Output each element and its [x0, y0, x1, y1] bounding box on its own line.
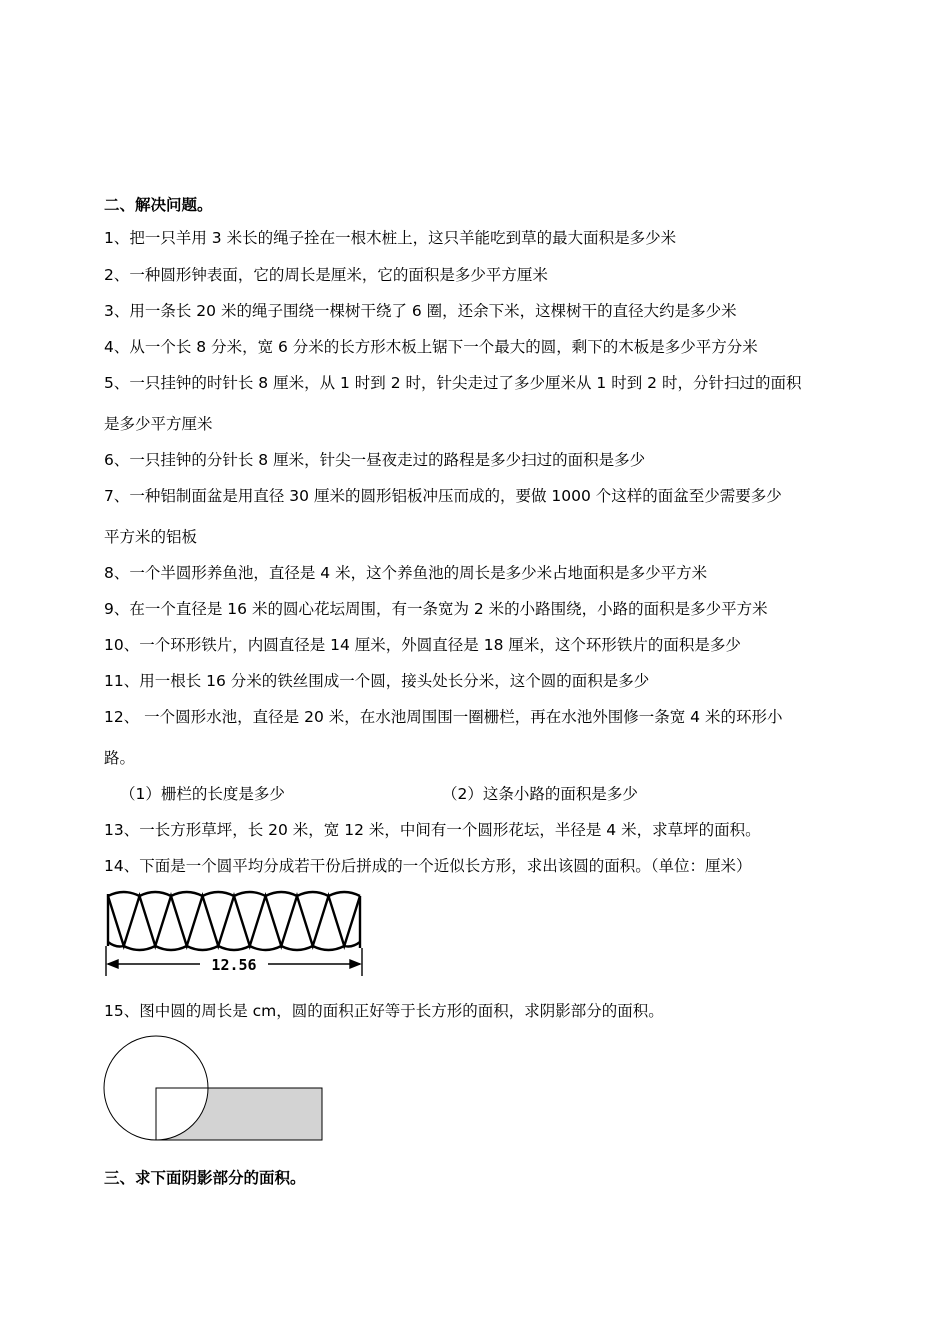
problem-3: 3、用一条长 20 米的绳子围绕一棵树干绕了 6 圈，还余下米，这棵树干的直径大约是多少米: [104, 302, 737, 320]
figure-14-sector-rectangle: [100, 886, 368, 978]
sector-zigzag: [108, 892, 360, 950]
problem-15: 15、图中圆的周长是 cm，圆的面积正好等于长方形的面积，求阴影部分的面积。: [104, 1002, 664, 1020]
problem-10: 10、一个环形铁片，内圆直径是 14 厘米，外圆直径是 18 厘米，这个环形铁片的面积是多少: [104, 636, 741, 654]
problem-12-subquestion-1: （1）栅栏的长度是多少: [120, 785, 285, 803]
problem-11: 11、用一根长 16 分米的铁丝围成一个圆，接头处长分米，这个圆的面积是多少: [104, 672, 650, 690]
problem-5-cont: 是多少平方厘米: [104, 415, 213, 433]
problem-12-subquestion-2: （2）这条小路的面积是多少: [442, 785, 638, 803]
problem-13: 13、一长方形草坪，长 20 米，宽 12 米，中间有一个圆形花坛，半径是 4 米，求草坪的面积。: [104, 821, 761, 839]
dimension-label: 12.56: [211, 956, 257, 974]
bottom-arcs: [108, 942, 360, 950]
section-title-2: 二、解决问题。: [104, 196, 213, 214]
problem-12-cont: 路。: [104, 749, 136, 767]
section-title-3: 三、求下面阴影部分的面积。: [104, 1169, 306, 1187]
problem-9: 9、在一个直径是 16 米的圆心花坛周围，有一条宽为 2 米的小路围绕，小路的面积是多少平方米: [104, 600, 768, 618]
problem-5: 5、一只挂钟的时针长 8 厘米，从 1 时到 2 时，针尖走过了多少厘米从 1 时到 2 时，分针扫过的面积: [104, 374, 802, 392]
problem-7: 7、一种铝制面盆是用直径 30 厘米的圆形铝板冲压而成的，要做 1000 个这样的面盆至少需要多少: [104, 487, 782, 505]
problem-6: 6、一只挂钟的分针长 8 厘米，针尖一昼夜走过的路程是多少扫过的面积是多少: [104, 451, 646, 469]
sector-edges: [108, 896, 360, 946]
problem-1: 1、把一只羊用 3 米长的绳子拴在一根木桩上，这只羊能吃到草的最大面积是多少米: [104, 229, 677, 247]
problem-12: 12、 一个圆形水池，直径是 20 米，在水池周围围一圈栅栏，再在水池外围修一条宽 4 米的环形小: [104, 708, 783, 726]
problem-14: 14、下面是一个圆平均分成若干份后拼成的一个近似长方形，求出该圆的面积。（单位：厘米）: [104, 857, 752, 875]
problem-4: 4、从一个长 8 分米，宽 6 分米的长方形木板上锯下一个最大的圆，剩下的木板是多少平方分米: [104, 338, 758, 356]
shaded-region: [156, 1088, 322, 1140]
figure-15-circle-rectangle: [100, 1032, 326, 1144]
problem-8: 8、一个半圆形养鱼池，直径是 4 米，这个养鱼池的周长是多少米占地面积是多少平方米: [104, 564, 708, 582]
problem-2: 2、一种圆形钟表面，它的周长是厘米，它的面积是多少平方厘米: [104, 266, 548, 284]
problem-7-cont: 平方米的铝板: [104, 528, 198, 546]
